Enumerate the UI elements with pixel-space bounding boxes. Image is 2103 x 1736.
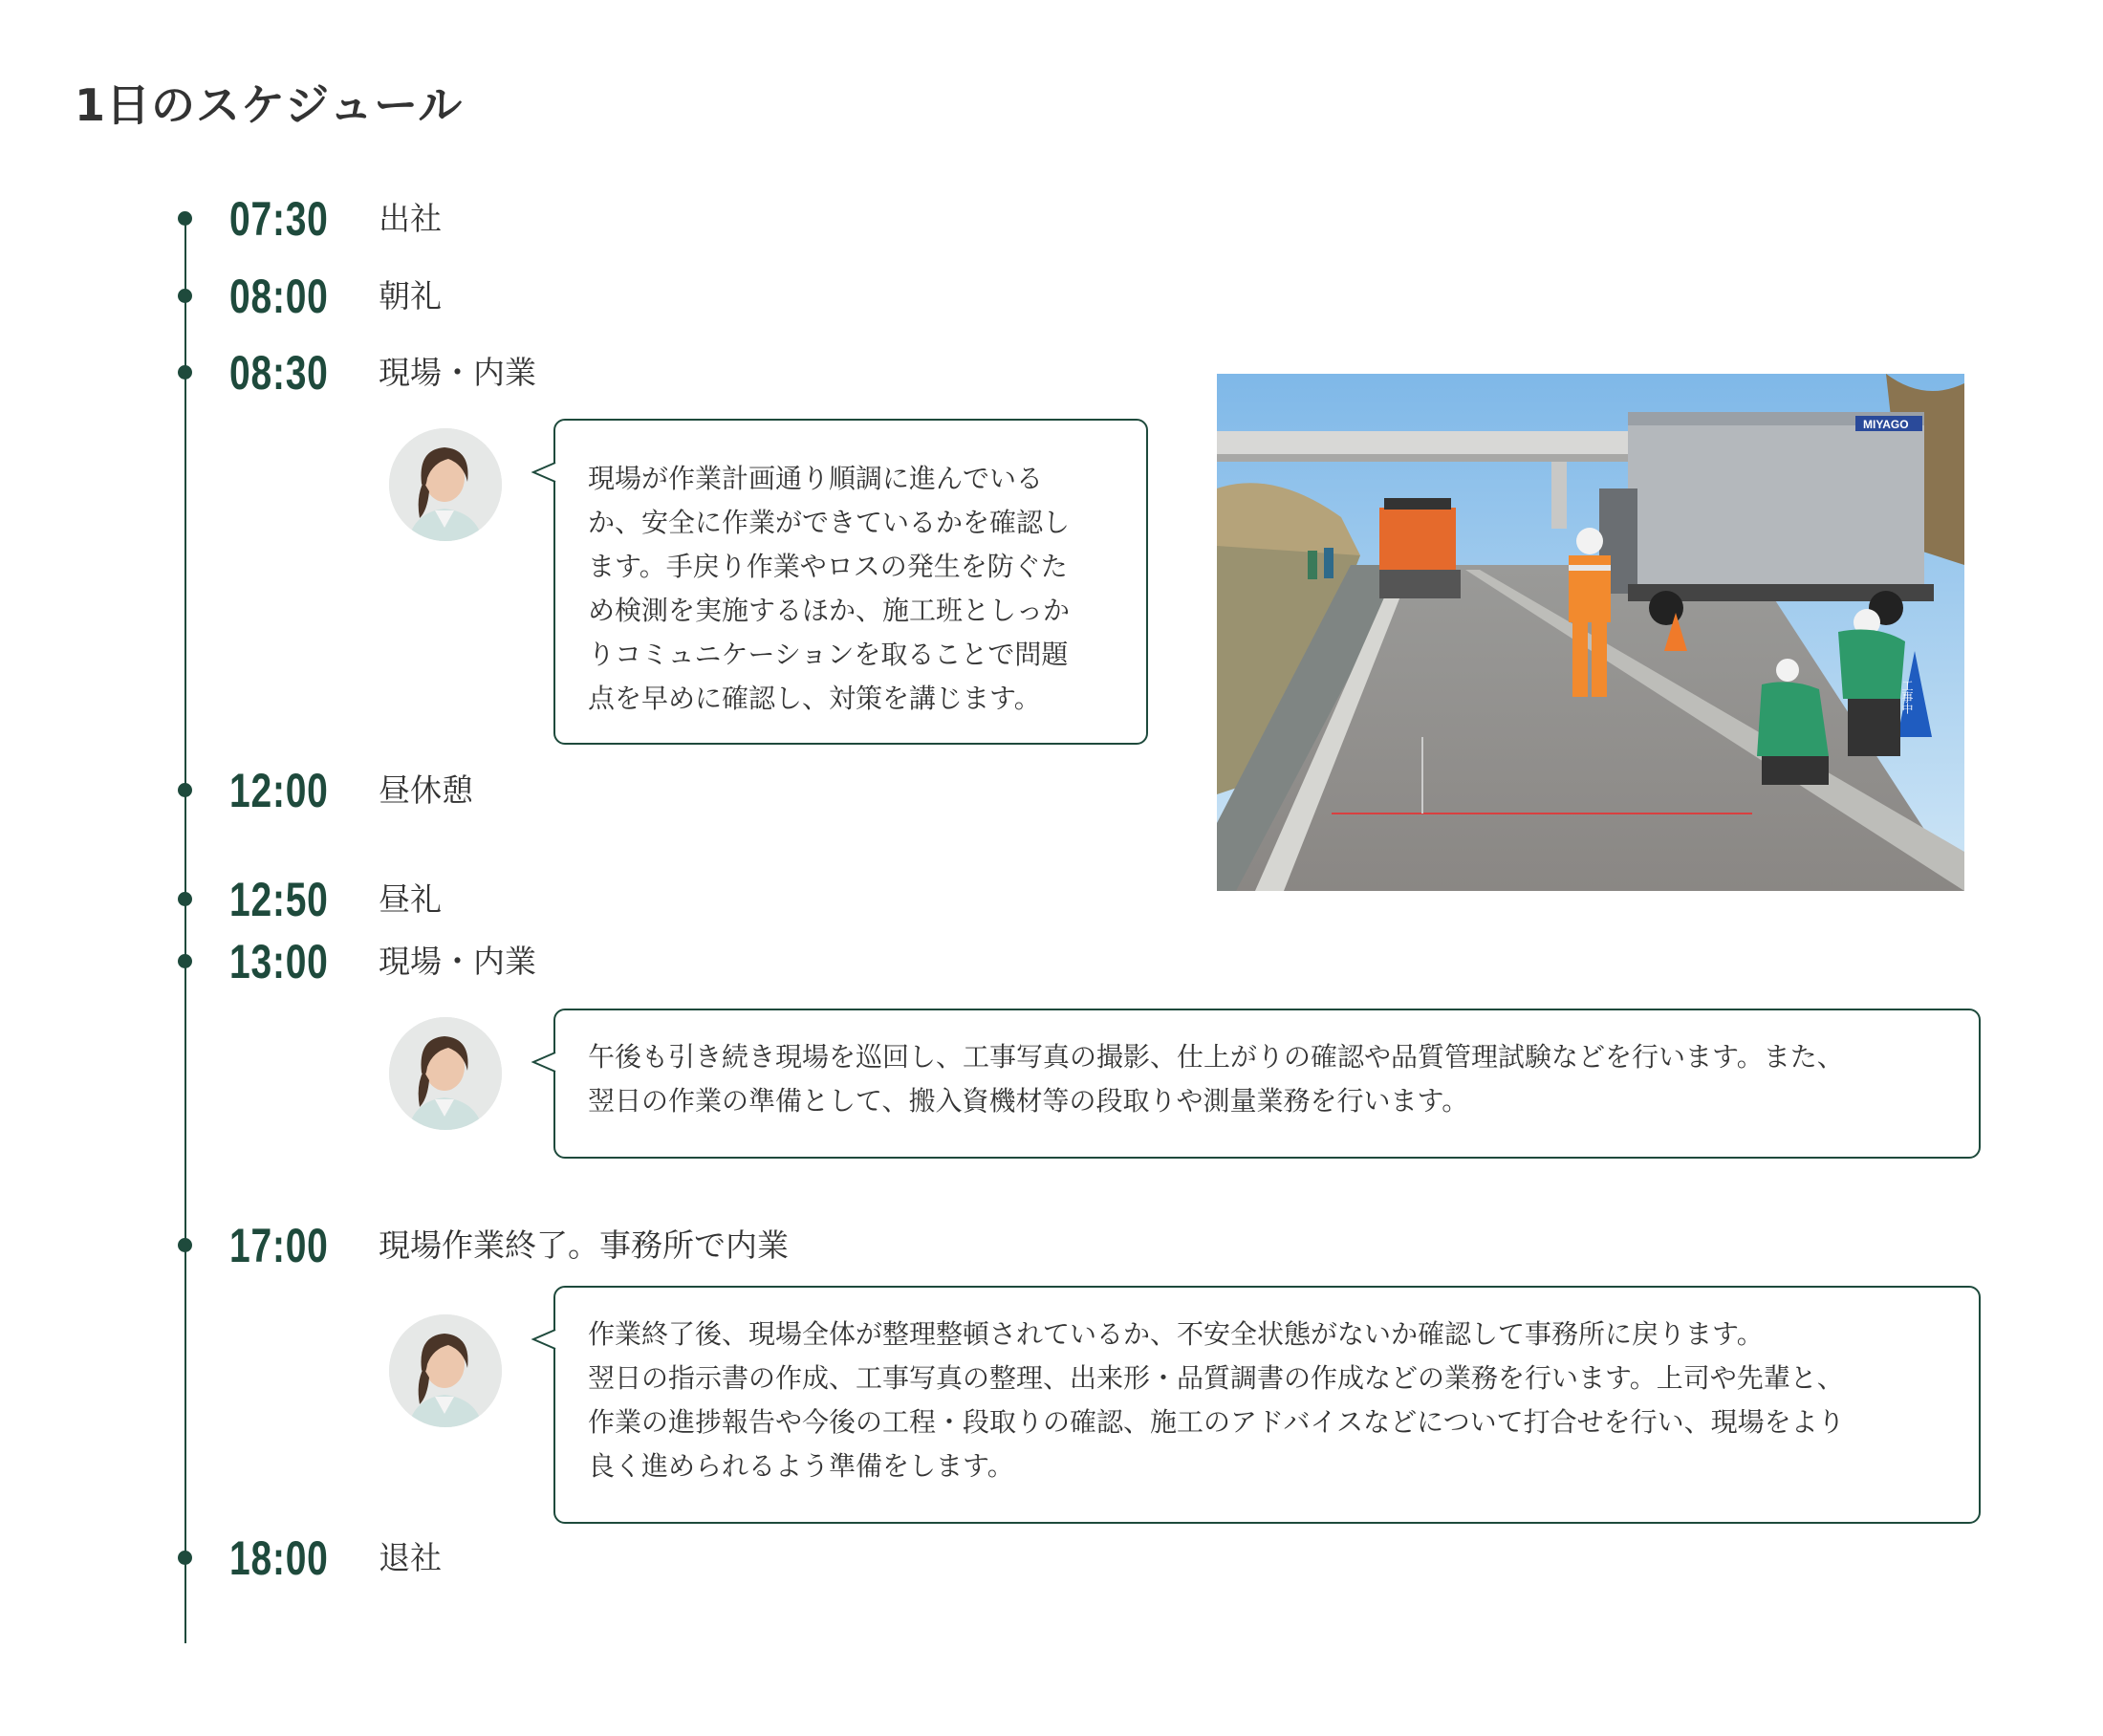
cone-label: 工事中	[1900, 680, 1914, 714]
comment-bubble	[553, 419, 1148, 745]
timeline-dot	[178, 211, 192, 226]
schedule-label: 現場・内業	[379, 943, 536, 980]
schedule-label: 昼礼	[379, 880, 442, 918]
schedule-time: 08:30	[229, 346, 329, 400]
schedule-time: 08:00	[229, 270, 329, 323]
person-icon	[389, 1314, 502, 1427]
schedule-time: 18:00	[229, 1531, 329, 1585]
comment-text: 作業終了後、現場全体が整理整頓されているか、不安全状態がないか確認して事務所に戻ります。 翌日の指示書の作成、工事写真の整理、出来形・品質調書の作成などの業務を行います。上司や先輩と、 作業の進捗報告や今後の工程・段取りの確認、施工のアドバイスなどについて打合せを行い、現場をより 良く進められるよう準備をします。	[588, 1318, 1845, 1482]
person-icon	[389, 428, 502, 541]
comment-text: 現場が作業計画通り順調に進んでいる か、安全に作業ができているかを確認し ます。手戻り作業やロスの発生を防ぐた め検測を実施するほか、施工班としっか りコミュニケーションを取ることで問題 点を早めに確認し、対策を講じます。	[588, 463, 1071, 714]
schedule-time: 07:30	[229, 192, 329, 246]
avatar	[389, 428, 502, 541]
site-photo	[1217, 374, 1964, 891]
timeline-dot	[178, 783, 192, 797]
bubble-tail	[531, 1051, 554, 1074]
timeline-dot	[178, 365, 192, 380]
comment-bubble	[553, 1286, 1981, 1524]
timeline-dot	[178, 1551, 192, 1565]
schedule-label: 退社	[379, 1539, 442, 1576]
schedule-time: 13:00	[229, 935, 329, 988]
timeline-dot	[178, 289, 192, 303]
road-construction-image	[1217, 374, 1964, 891]
schedule-label: 朝礼	[379, 277, 442, 315]
timeline-dot	[178, 892, 192, 906]
comment-text: 午後も引き続き現場を巡回し、工事写真の撮影、仕上がりの確認や品質管理試験などを行います。また、 翌日の作業の準備として、搬入資機材等の段取りや測量業務を行います。	[588, 1041, 1844, 1117]
avatar	[389, 1017, 502, 1130]
schedule-label: 現場・内業	[379, 354, 536, 391]
bubble-tail	[531, 1328, 554, 1351]
truck-brand-label: MIYAGO	[1863, 418, 1909, 431]
page-title: 1日のスケジュール	[75, 79, 464, 131]
schedule-time: 12:00	[229, 764, 329, 817]
schedule-label: 昼休憩	[379, 771, 473, 809]
timeline-dot	[178, 954, 192, 968]
schedule-time: 17:00	[229, 1219, 329, 1272]
schedule-label: 現場作業終了。事務所で内業	[379, 1226, 789, 1264]
schedule-label: 出社	[379, 200, 442, 237]
timeline-line	[184, 216, 186, 1643]
person-icon	[389, 1017, 502, 1130]
bubble-tail	[531, 461, 554, 484]
timeline-dot	[178, 1238, 192, 1252]
schedule-time: 12:50	[229, 873, 329, 926]
comment-bubble	[553, 1009, 1981, 1159]
avatar	[389, 1314, 502, 1427]
